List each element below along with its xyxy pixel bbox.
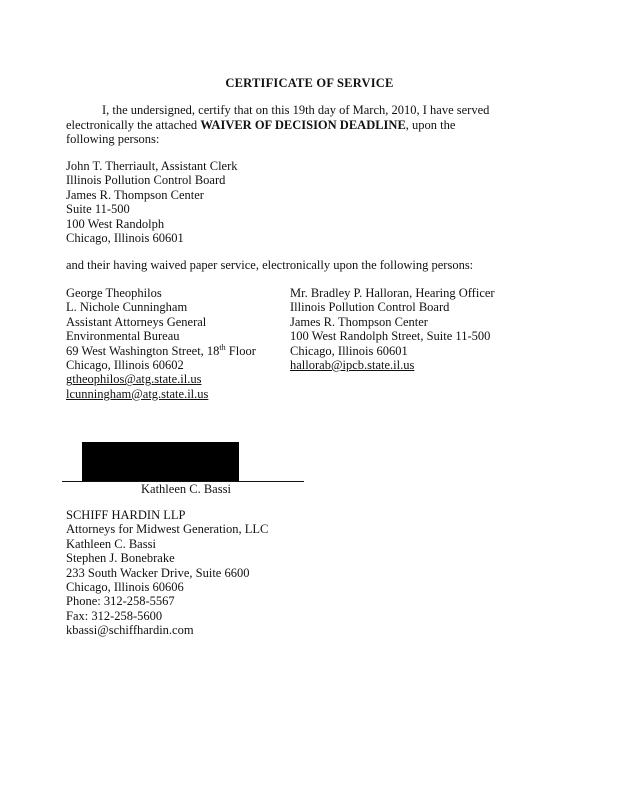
firm-line: Chicago, Illinois 60606 <box>66 580 184 595</box>
left-street-superscript: th <box>219 342 226 352</box>
right-line: 100 West Randolph Street, Suite 11-500 <box>290 329 491 344</box>
firm-block <box>66 508 268 638</box>
firm-line: Kathleen C. Bassi <box>66 536 156 551</box>
firm-line: SCHIFF HARDIN LLP <box>66 508 186 522</box>
left-line: L. Nichole Cunningham <box>66 300 188 315</box>
firm-line: 233 South Wacker Drive, Suite 6600 <box>66 565 250 580</box>
firm-line: Attorneys for Midwest Generation, LLC <box>66 522 269 537</box>
left-line: Assistant Attorneys General <box>66 314 207 329</box>
recipient-line: Suite 11-500 <box>66 202 130 217</box>
document-title: CERTIFICATE OF SERVICE <box>225 76 394 90</box>
intro-text-2: , upon the following persons: <box>66 117 456 146</box>
left-line: George Theophilos <box>66 286 162 300</box>
email-link-halloran[interactable]: hallorab@ipcb.state.il.us <box>290 358 415 373</box>
redacted-signature <box>82 442 239 482</box>
right-line: Mr. Bradley P. Halloran, Hearing Officer <box>290 286 495 300</box>
intro-paragraph <box>66 103 506 147</box>
left-service-block <box>66 286 256 401</box>
recipient-line: Illinois Pollution Control Board <box>66 173 226 188</box>
recipient-line: John T. Therriault, Assistant Clerk <box>66 159 238 173</box>
right-service-block <box>290 286 495 372</box>
left-street-suffix: Floor <box>225 343 256 358</box>
firm-email: kbassi@schiffhardin.com <box>66 623 194 638</box>
right-line: Chicago, Illinois 60601 <box>290 343 408 358</box>
firm-line: Fax: 312-258-5600 <box>66 608 163 623</box>
intro-text-1: I, the undersigned, certify that on this 19th day of March, 2010, I have served electronically the attached <box>66 103 490 132</box>
signature-name: Kathleen C. Bassi <box>141 482 231 496</box>
recipient-line: James R. Thompson Center <box>66 187 204 202</box>
left-street-text: 69 West Washington Street, 18 <box>66 343 220 358</box>
right-line: Illinois Pollution Control Board <box>290 300 450 315</box>
left-street-line <box>66 344 256 358</box>
waived-service-text: and their having waived paper service, electronically upon the following persons: <box>66 258 474 272</box>
recipient-block <box>66 159 238 245</box>
left-line: Environmental Bureau <box>66 329 180 344</box>
firm-line: Phone: 312-258-5567 <box>66 594 175 609</box>
document-name-bold: WAIVER OF DECISION DEADLINE <box>200 117 406 132</box>
right-line: James R. Thompson Center <box>290 314 428 329</box>
left-city-line: Chicago, Illinois 60602 <box>66 358 184 373</box>
recipient-line: Chicago, Illinois 60601 <box>66 231 184 246</box>
email-link-cunningham[interactable]: lcunningham@atg.state.il.us <box>66 386 209 401</box>
email-link-theophilos[interactable]: gtheophilos@atg.state.il.us <box>66 372 202 387</box>
recipient-line: 100 West Randolph <box>66 216 165 231</box>
firm-line: Stephen J. Bonebrake <box>66 551 175 566</box>
